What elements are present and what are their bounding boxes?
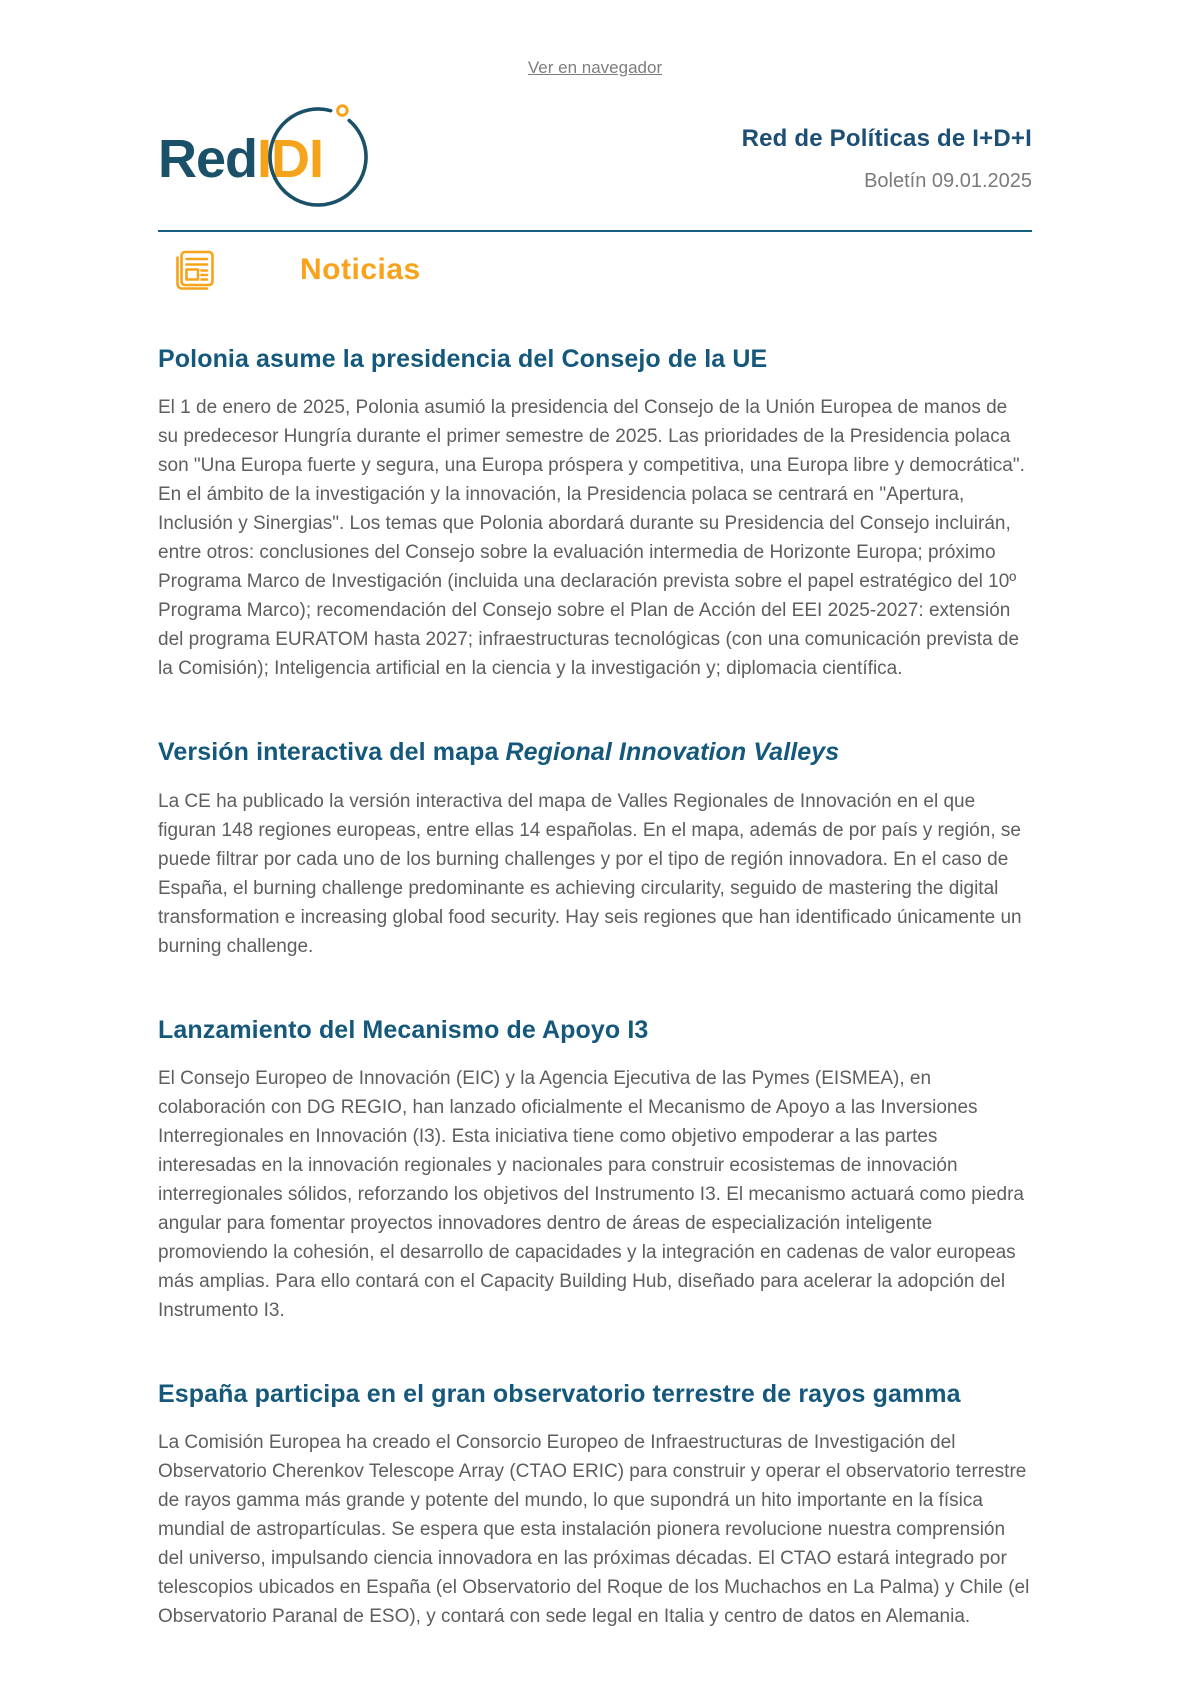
article-body: La Comisión Europea ha creado el Consorcio Europeo de Infraestructuras de Investigación del Observatorio Cherenkov Telescope Array (CTAO ERIC) para construir y operar el observatorio terrestre de rayos gamma más grande y potente del mundo, lo que supondrá un hito importante en la física mundial de astropartículas. Se espera que esta instalación pionera revolucione nuestra comprensión del universo, impulsando ciencia innovadora en las próximas décadas. El CTAO estará integrado por telescopios ubicados en España (el Observatorio del Roque de los Muchachos en La Palma) y Chile (el Observatorio Paranal de ESO), y contará con sede legal en Italia y centro de datos en Alemania.: [158, 1432, 1030, 1627]
view-in-browser-link[interactable]: Ver en navegador: [527, 58, 663, 77]
header: [158, 100, 1032, 218]
org-title: Red de Políticas de I+D+I: [741, 125, 1032, 152]
logo-part-red: Red: [158, 129, 258, 189]
article-title: [158, 1379, 1032, 1410]
article-title-text: Polonia asume la presidencia del Consejo de la UE: [158, 345, 768, 373]
article-body: El Consejo Europeo de Innovación (EIC) y la Agencia Ejecutiva de las Pymes (EISMEA), en colaboración con DG REGIO, han lanzado oficialmente el Mecanismo de Apoyo a las Inversiones Interregionales en Innovación (I3). Esta iniciativa tiene como objetivo empoderar a las partes interesadas en la innovación regionales y nacionales para construir ecosistemas de innovación interregionales sólidos, reforzando los objetivos del Instrumento I3. El mecanismo actuará como piedra angular para fomentar proyectos innovadores dentro de áreas de especialización inteligente promoviendo la cohesión, el desarrollo de capacidades y la integración en cadenas de valor europeas más amplias. Para ello contará con el Capacity Building Hub, diseñado para acelerar la adopción del Instrumento I3.: [158, 1067, 1025, 1321]
article-polonia-presidencia: [158, 344, 1032, 683]
header-right: [742, 125, 1032, 193]
header-divider: [158, 230, 1032, 232]
news-section-header: [158, 248, 1032, 292]
article-title: [158, 1015, 1032, 1046]
article-title-text: España participa en el gran observatorio terrestre de rayos gamma: [158, 1379, 961, 1408]
newspaper-icon: [170, 248, 216, 292]
article-title: [158, 737, 1032, 768]
news-section-title: Noticias: [300, 253, 421, 286]
bulletin-date: Boletín 09.01.2025: [864, 170, 1032, 192]
article-mecanismo-i3: [158, 1015, 1032, 1325]
article-observatorio-gamma: [158, 1379, 1032, 1631]
logo-part-idi: IDI: [257, 129, 324, 189]
article-title-italic: Regional Innovation Valleys: [505, 738, 840, 767]
logo-wordmark: [158, 129, 324, 189]
article-mapa-riv: [158, 737, 1032, 960]
redidi-logo: [158, 100, 323, 218]
article-title-text: Lanzamiento del Mecanismo de Apoyo I3: [158, 1015, 649, 1044]
article-title-text: Versión interactiva del mapa: [158, 738, 506, 767]
view-in-browser-row: [158, 0, 1032, 78]
article-title: [158, 344, 1032, 375]
article-body: La CE ha publicado la versión interactiva del mapa de Valles Regionales de Innovación en el que figuran 148 regiones europeas, entre ellas 14 españolas. En el mapa, además de por país y región, se puede filtrar por cada uno de los burning challenges y por el tipo de región innovadora. En el caso de España, el burning challenge predominante es achieving circularity, seguido de mastering the digital transformation e increasing global food security. Hay seis regiones que han identificado únicamente un burning challenge.: [158, 790, 1022, 957]
article-body: El 1 de enero de 2025, Polonia asumió la presidencia del Consejo de la Unión Europea de manos de su predecesor Hungría durante el primer semestre de 2025. Las prioridades de la Presidencia polaca son "Una Europa fuerte y segura, una Europa próspera y competitiva, una Europa libre y democrática". En el ámbito de la investigación y la innovación, la Presidencia polaca se centrará en "Apertura, Inclusión y Sinergias". Los temas que Polonia abordará durante su Presidencia del Consejo incluirán, entre otros: conclusiones del Consejo sobre la evaluación intermedia de Horizonte Europa; próximo Programa Marco de Investigación (incluida una declaración prevista sobre el papel estratégico del 10º Programa Marco); recomendación del Consejo sobre el Plan de Acción del EEI 2025-2027: extensión del programa EURATOM hasta 2027; infraestructuras tecnológicas (con una comunicación prevista de la Comisión); Inteligencia artificial en la ciencia y la investigación y; diplomacia científica.: [158, 397, 1025, 680]
